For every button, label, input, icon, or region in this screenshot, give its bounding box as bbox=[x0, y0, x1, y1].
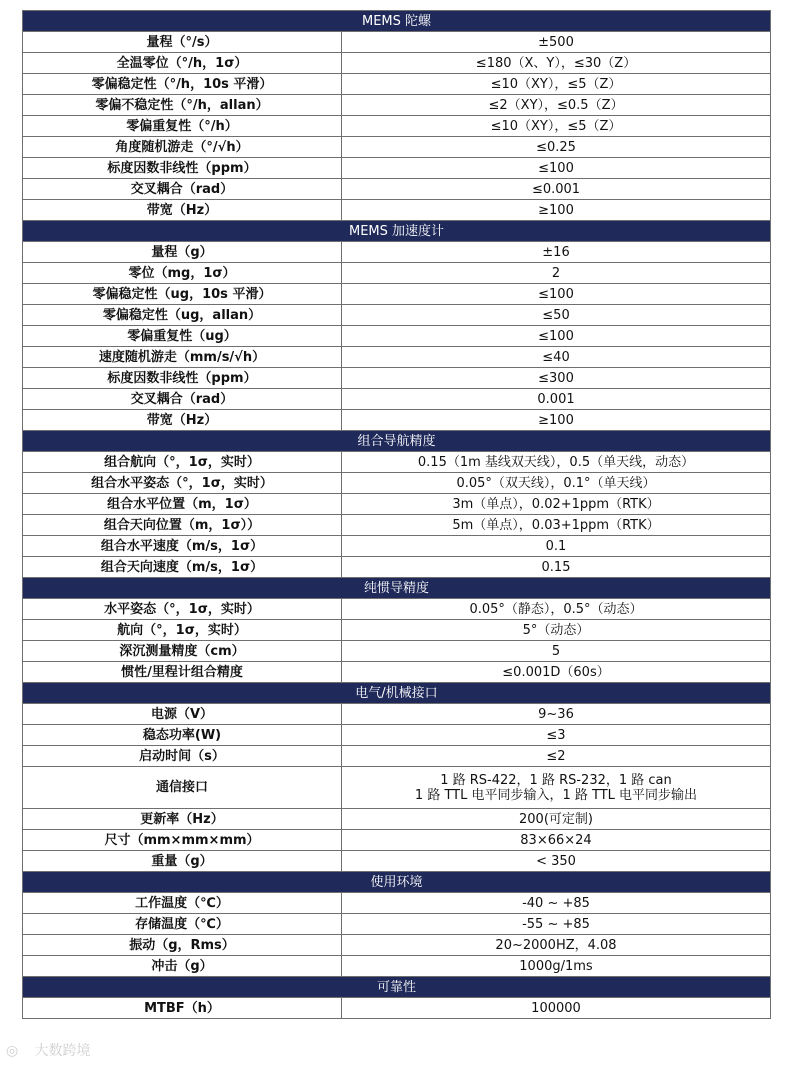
spec-value: ≤100 bbox=[342, 326, 771, 347]
spec-label: 启动时间（s） bbox=[23, 746, 342, 767]
table-row bbox=[23, 284, 771, 305]
section-title: MEMS 陀螺 bbox=[23, 11, 771, 32]
table-row bbox=[23, 53, 771, 74]
spec-label: 更新率（Hz） bbox=[23, 809, 342, 830]
spec-value: 5 bbox=[342, 641, 771, 662]
spec-value: ≤2 bbox=[342, 746, 771, 767]
spec-value: -55 ~ +85 bbox=[342, 914, 771, 935]
section-title: 电气/机械接口 bbox=[23, 683, 771, 704]
spec-label: 组合航向（°，1σ，实时） bbox=[23, 452, 342, 473]
spec-value: 0.15 bbox=[342, 557, 771, 578]
table-row bbox=[23, 242, 771, 263]
spec-value: 0.15（1m 基线双天线），0.5（单天线，动态） bbox=[342, 452, 771, 473]
spec-label: 量程（g） bbox=[23, 242, 342, 263]
table-row bbox=[23, 935, 771, 956]
section-header-row bbox=[23, 872, 771, 893]
spec-value: 5°（动态） bbox=[342, 620, 771, 641]
spec-label: 组合水平位置（m，1σ） bbox=[23, 494, 342, 515]
table-row bbox=[23, 200, 771, 221]
table-row bbox=[23, 74, 771, 95]
spec-value: 9~36 bbox=[342, 704, 771, 725]
spec-value: ≤0.001 bbox=[342, 179, 771, 200]
spec-label: 标度因数非线性（ppm） bbox=[23, 158, 342, 179]
section-header-row bbox=[23, 977, 771, 998]
table-row bbox=[23, 452, 771, 473]
spec-value: ±500 bbox=[342, 32, 771, 53]
table-row bbox=[23, 347, 771, 368]
spec-label: 零偏重复性（°/h） bbox=[23, 116, 342, 137]
table-row bbox=[23, 725, 771, 746]
spec-label: 零位（mg，1σ） bbox=[23, 263, 342, 284]
table-row bbox=[23, 137, 771, 158]
table-row bbox=[23, 32, 771, 53]
section-header-row bbox=[23, 578, 771, 599]
spec-value-line: 1 路 RS-422，1 路 RS-232，1 路 can bbox=[440, 772, 672, 788]
spec-label: 存储温度（℃） bbox=[23, 914, 342, 935]
table-row bbox=[23, 893, 771, 914]
spec-label: 交叉耦合（rad） bbox=[23, 179, 342, 200]
spec-label: 零偏稳定性（ug，allan） bbox=[23, 305, 342, 326]
spec-value: 20~2000HZ，4.08 bbox=[342, 935, 771, 956]
spec-value: 0.001 bbox=[342, 389, 771, 410]
spec-label: 零偏稳定性（°/h，10s 平滑） bbox=[23, 74, 342, 95]
spec-value: ≥100 bbox=[342, 200, 771, 221]
spec-label: 尺寸（mm×mm×mm） bbox=[23, 830, 342, 851]
table-row bbox=[23, 368, 771, 389]
spec-label: 交叉耦合（rad） bbox=[23, 389, 342, 410]
spec-value: 5m（单点），0.03+1ppm（RTK） bbox=[342, 515, 771, 536]
table-row bbox=[23, 158, 771, 179]
spec-label: 带宽（Hz） bbox=[23, 200, 342, 221]
spec-value: ±16 bbox=[342, 242, 771, 263]
spec-table bbox=[22, 10, 771, 1019]
spec-label: 通信接口 bbox=[23, 767, 342, 809]
spec-label: 冲击（g） bbox=[23, 956, 342, 977]
table-row bbox=[23, 536, 771, 557]
spec-label: 组合水平速度（m/s，1σ） bbox=[23, 536, 342, 557]
section-header-row bbox=[23, 431, 771, 452]
section-title: 可靠性 bbox=[23, 977, 771, 998]
spec-label: 零偏重复性（ug） bbox=[23, 326, 342, 347]
spec-label: 带宽（Hz） bbox=[23, 410, 342, 431]
table-row bbox=[23, 326, 771, 347]
spec-value: ≤0.001D（60s） bbox=[342, 662, 771, 683]
spec-label: 重量（g） bbox=[23, 851, 342, 872]
section-title: 组合导航精度 bbox=[23, 431, 771, 452]
table-row bbox=[23, 830, 771, 851]
table-row bbox=[23, 95, 771, 116]
spec-value: 2 bbox=[342, 263, 771, 284]
table-row bbox=[23, 599, 771, 620]
spec-label: 零偏稳定性（ug，10s 平滑） bbox=[23, 284, 342, 305]
spec-value: -40 ~ +85 bbox=[342, 893, 771, 914]
spec-value: 1000g/1ms bbox=[342, 956, 771, 977]
table-row bbox=[23, 389, 771, 410]
spec-value: ≤50 bbox=[342, 305, 771, 326]
spec-value: ≤10（XY），≤5（Z） bbox=[342, 116, 771, 137]
spec-label: 零偏不稳定性（°/h，allan） bbox=[23, 95, 342, 116]
spec-value: 83×66×24 bbox=[342, 830, 771, 851]
spec-value: ≤0.25 bbox=[342, 137, 771, 158]
spec-label: 航向（°，1σ，实时） bbox=[23, 620, 342, 641]
section-header-row bbox=[23, 11, 771, 32]
spec-value: ≤40 bbox=[342, 347, 771, 368]
table-row bbox=[23, 515, 771, 536]
spec-value: 0.1 bbox=[342, 536, 771, 557]
spec-label: 振动（g，Rms） bbox=[23, 935, 342, 956]
table-row bbox=[23, 662, 771, 683]
table-row bbox=[23, 914, 771, 935]
table-row bbox=[23, 851, 771, 872]
table-row bbox=[23, 998, 771, 1019]
spec-value: ≤2（XY），≤0.5（Z） bbox=[342, 95, 771, 116]
table-row bbox=[23, 809, 771, 830]
spec-value: 200(可定制) bbox=[342, 809, 771, 830]
table-row bbox=[23, 179, 771, 200]
table-row bbox=[23, 410, 771, 431]
spec-label: 角度随机游走（°/√h） bbox=[23, 137, 342, 158]
spec-label: 电源（V） bbox=[23, 704, 342, 725]
spec-value: ≤300 bbox=[342, 368, 771, 389]
spec-value: ≤180（X、Y），≤30（Z） bbox=[342, 53, 771, 74]
spec-label: 工作温度（℃） bbox=[23, 893, 342, 914]
table-row bbox=[23, 473, 771, 494]
spec-label: 稳态功率(W) bbox=[23, 725, 342, 746]
spec-label: MTBF（h） bbox=[23, 998, 342, 1019]
table-row bbox=[23, 956, 771, 977]
spec-value: ≤100 bbox=[342, 158, 771, 179]
spec-value: 0.05°（双天线），0.1°（单天线） bbox=[342, 473, 771, 494]
table-row bbox=[23, 641, 771, 662]
section-header-row bbox=[23, 683, 771, 704]
section-title: 使用环境 bbox=[23, 872, 771, 893]
spec-value: ≤3 bbox=[342, 725, 771, 746]
spec-value: ≤100 bbox=[342, 284, 771, 305]
spec-label: 惯性/里程计组合精度 bbox=[23, 662, 342, 683]
spec-label: 组合水平姿态（°，1σ，实时） bbox=[23, 473, 342, 494]
spec-label: 量程（°/s） bbox=[23, 32, 342, 53]
table-row bbox=[23, 746, 771, 767]
table-row bbox=[23, 494, 771, 515]
section-header-row bbox=[23, 221, 771, 242]
spec-value bbox=[342, 767, 771, 809]
spec-value: < 350 bbox=[342, 851, 771, 872]
spec-value: ≤10（XY），≤5（Z） bbox=[342, 74, 771, 95]
table-row bbox=[23, 620, 771, 641]
section-title: 纯惯导精度 bbox=[23, 578, 771, 599]
spec-value-line: 1 路 TTL 电平同步输入，1 路 TTL 电平同步输出 bbox=[414, 787, 698, 803]
table-row bbox=[23, 116, 771, 137]
spec-label: 组合天向速度（m/s，1σ） bbox=[23, 557, 342, 578]
table-row bbox=[23, 557, 771, 578]
spec-value: ≥100 bbox=[342, 410, 771, 431]
spec-value: 100000 bbox=[342, 998, 771, 1019]
spec-label: 标度因数非线性（ppm） bbox=[23, 368, 342, 389]
table-row bbox=[23, 305, 771, 326]
section-title: MEMS 加速度计 bbox=[23, 221, 771, 242]
watermark bbox=[6, 1040, 90, 1060]
spec-value: 0.05°（静态），0.5°（动态） bbox=[342, 599, 771, 620]
spec-label: 组合天向位置（m，1σ）） bbox=[23, 515, 342, 536]
spec-value: 3m（单点），0.02+1ppm（RTK） bbox=[342, 494, 771, 515]
spec-label: 速度随机游走（mm/s/√h） bbox=[23, 347, 342, 368]
spec-label: 全温零位（°/h，1σ） bbox=[23, 53, 342, 74]
table-row bbox=[23, 704, 771, 725]
table-row bbox=[23, 767, 771, 809]
watermark-text: 大数跨境 bbox=[34, 1043, 91, 1059]
table-row bbox=[23, 263, 771, 284]
spec-label: 水平姿态（°，1σ，实时） bbox=[23, 599, 342, 620]
watermark-logo-icon: ◎ bbox=[6, 1043, 19, 1059]
spec-label: 深沉测量精度（cm） bbox=[23, 641, 342, 662]
